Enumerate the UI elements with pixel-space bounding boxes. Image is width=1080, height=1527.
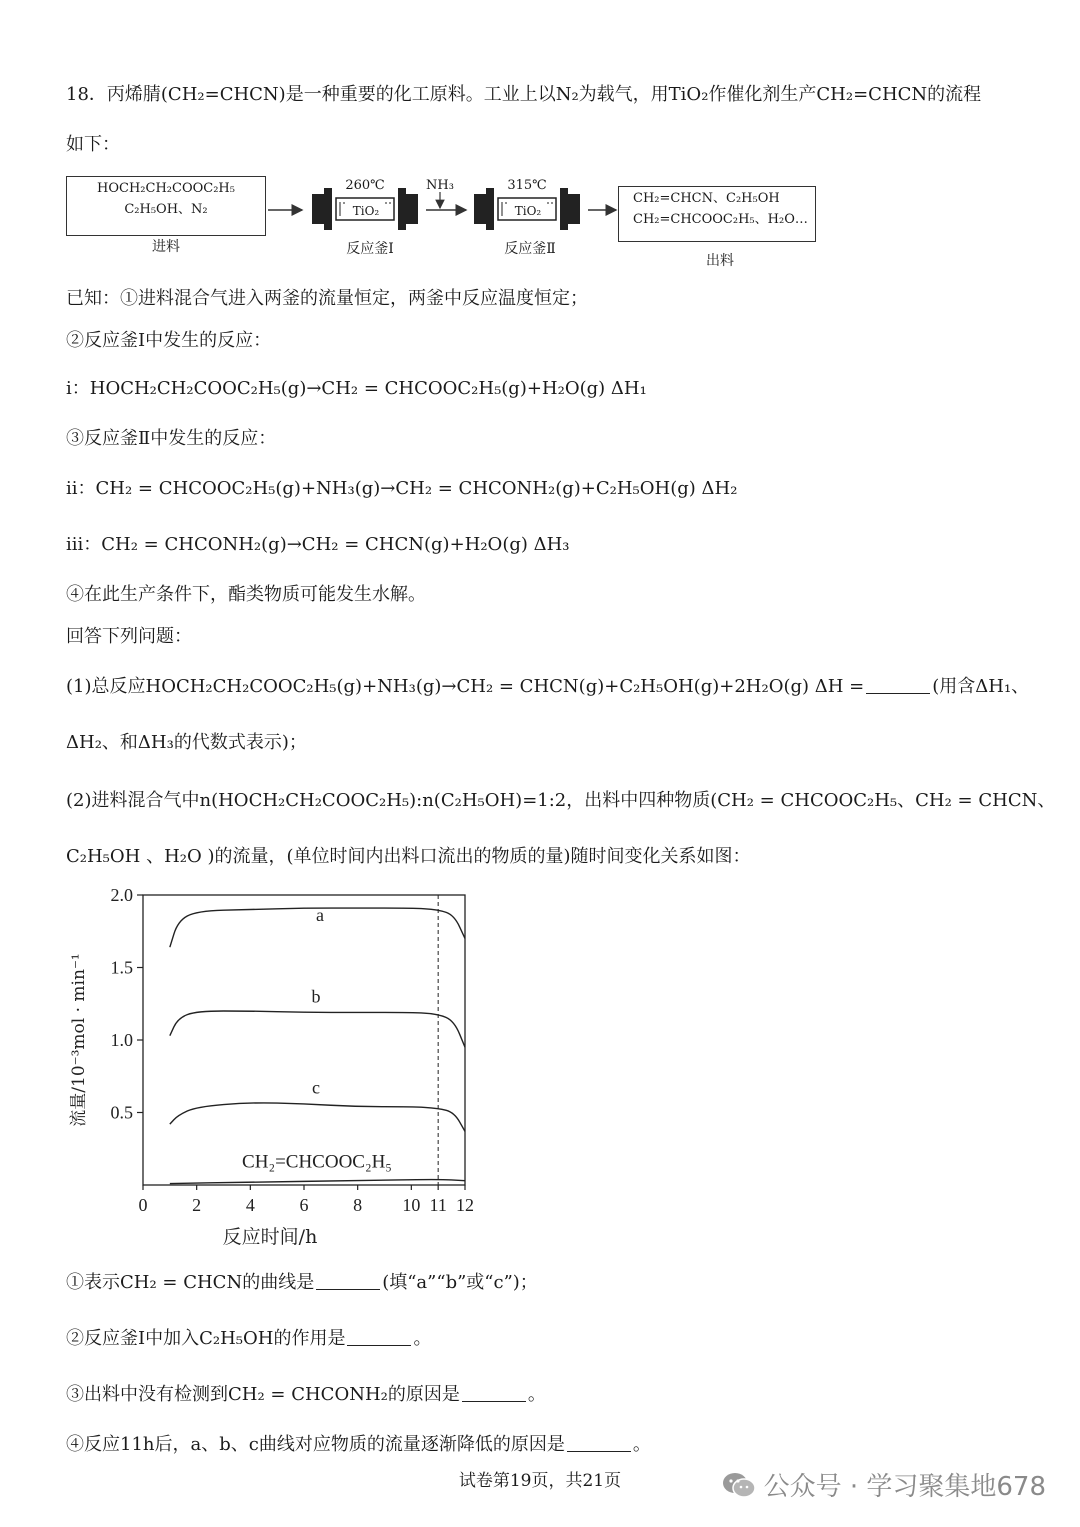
process-flowchart xyxy=(66,170,826,280)
q2-line-2: C₂H₅OH 、H₂O )的流量，(单位时间内出料口流出的物质的量)随时间变化关系如图： xyxy=(66,846,751,867)
reaction-iii: ⅲ：CH₂ = CHCONH₂(g)→CH₂ = CHCN(g)+H₂O(g) ΔH₃ xyxy=(66,534,570,555)
feed-caption: 进料 xyxy=(152,239,180,255)
q1-text: (1)总反应HOCH₂CH₂COOC₂H₅(g)+NH₃(g)→CH₂ = CHCN(g)+C₂H₅OH(g)+2H₂O(g) ΔH = xyxy=(66,676,865,697)
series-label-3: c xyxy=(312,1077,320,1098)
reaction-i: ⅰ：HOCH₂CH₂COOC₂H₅(g)→CH₂ = CHCOOC₂H₅(g)+H₂O(g) ΔH₁ xyxy=(66,378,647,399)
subq-4-blank[interactable] xyxy=(567,1437,631,1452)
x-tick-label: 4 xyxy=(245,1195,255,1215)
output-caption: 出料 xyxy=(706,253,734,269)
q2-line-1: (2)进料混合气中n(HOCH₂CH₂COOC₂H₅):n(C₂H₅OH)=1:2，出料中四种物质(CH₂ = CHCOOC₂H₅、CH₂ = CHCN、 xyxy=(66,790,1056,811)
x-tick-label: 0 xyxy=(138,1195,148,1215)
reactor-2-catalyst: TiO₂ xyxy=(503,204,553,218)
feed-line-1: HOCH₂CH₂COOC₂H₅ xyxy=(97,181,235,196)
y-tick-label: 2.0 xyxy=(110,885,133,905)
x-tick-label: 10 xyxy=(402,1195,421,1215)
reactor-2-caption: 反应釜Ⅱ xyxy=(504,241,556,257)
subq-3-tail: 。 xyxy=(527,1384,546,1405)
chart-canvas xyxy=(60,885,490,1255)
known-1: 已知：①进料混合气进入两釜的流量恒定，两釜中反应温度恒定； xyxy=(66,288,588,309)
q1-line-2: ΔH₂、和ΔH₃的代数式表示)； xyxy=(66,732,307,753)
series-label-4: CH₂=CHCOOC₂H₅ xyxy=(242,1151,392,1173)
known-3: ③反应釜Ⅱ中发生的反应： xyxy=(66,428,277,449)
reactor-2-temp: 315℃ xyxy=(507,178,547,193)
x-tick-label: 8 xyxy=(353,1195,363,1215)
x-tick-label: 11 xyxy=(429,1195,447,1215)
answer-prompt: 回答下列问题： xyxy=(66,626,192,647)
flow-rate-chart xyxy=(60,885,490,1255)
subq-3 xyxy=(66,1384,546,1406)
question-intro-2: 如下： xyxy=(66,134,120,155)
series-line-2 xyxy=(170,1011,465,1047)
q1-tail: (用含ΔH₁、 xyxy=(932,676,1030,697)
output-box xyxy=(618,186,816,242)
subq-4-tail: 。 xyxy=(632,1434,651,1455)
output-line-2: CH₂=CHCOOC₂H₅、H₂O… xyxy=(633,211,808,227)
reactor-1-catalyst: TiO₂ xyxy=(341,204,391,218)
reactor-1-temp: 260℃ xyxy=(345,178,385,193)
series-label-2: b xyxy=(311,986,321,1007)
subq-2 xyxy=(66,1328,431,1350)
subq-3-blank[interactable] xyxy=(462,1387,526,1402)
subq-1-text: ①表示CH₂ = CHCN的曲线是 xyxy=(66,1272,315,1293)
nh3-feed-label: NH₃ xyxy=(426,178,454,193)
x-tick-label: 12 xyxy=(456,1195,474,1215)
subq-3-text: ③出料中没有检测到CH₂ = CHCONH₂的原因是 xyxy=(66,1384,460,1405)
output-line-1: CH₂=CHCN、C₂H₅OH xyxy=(633,191,780,206)
subq-2-text: ②反应釜Ⅰ中加入C₂H₅OH的作用是 xyxy=(66,1328,346,1349)
subq-2-blank[interactable] xyxy=(347,1331,411,1346)
reactor-1-caption: 反应釜Ⅰ xyxy=(346,241,394,257)
q1-line-1 xyxy=(66,676,1029,698)
subq-1-blank[interactable] xyxy=(316,1275,380,1290)
x-axis-label: 反应时间/h xyxy=(222,1226,318,1248)
page-footer: 试卷第19页，共21页 xyxy=(458,1471,622,1491)
q1-answer-blank[interactable] xyxy=(866,679,930,694)
series-label-1: a xyxy=(316,905,324,926)
reaction-ii: ⅱ：CH₂ = CHCOOC₂H₅(g)+NH₃(g)→CH₂ = CHCONH₂(g)+C₂H₅OH(g) ΔH₂ xyxy=(66,478,738,499)
known-2: ②反应釜Ⅰ中发生的反应： xyxy=(66,330,272,351)
y-axis-label: 流量/10⁻³mol · min⁻¹ xyxy=(69,953,89,1127)
subq-1 xyxy=(66,1272,538,1294)
wechat-icon xyxy=(722,1471,756,1499)
y-tick-label: 1.5 xyxy=(110,957,133,978)
series-line-4 xyxy=(170,1180,465,1184)
y-tick-label: 0.5 xyxy=(110,1102,133,1123)
x-tick-label: 2 xyxy=(192,1195,202,1215)
subq-1-tail: (填“a”“b”或“c”)； xyxy=(382,1272,538,1293)
plot-frame xyxy=(143,895,465,1185)
question-intro-1: 18．丙烯腈(CH₂=CHCN)是一种重要的化工原料。工业上以N₂为载气，用TiO₂作催化剂生产CH₂=CHCN的流程 xyxy=(66,84,982,105)
x-tick-label: 6 xyxy=(299,1195,309,1215)
known-4: ④在此生产条件下，酯类物质可能发生水解。 xyxy=(66,584,426,605)
feed-line-2: C₂H₅OH、N₂ xyxy=(124,201,208,217)
series-line-3 xyxy=(170,1103,465,1131)
watermark-text: 公众号 · 学习聚集地678 xyxy=(763,1472,1046,1502)
watermark xyxy=(722,1466,1046,1503)
subq-2-tail: 。 xyxy=(413,1328,432,1349)
subq-4-text: ④反应11h后，a、b、c曲线对应物质的流量逐渐降低的原因是 xyxy=(66,1434,565,1455)
subq-4 xyxy=(66,1434,651,1456)
y-tick-label: 1.0 xyxy=(110,1030,133,1050)
